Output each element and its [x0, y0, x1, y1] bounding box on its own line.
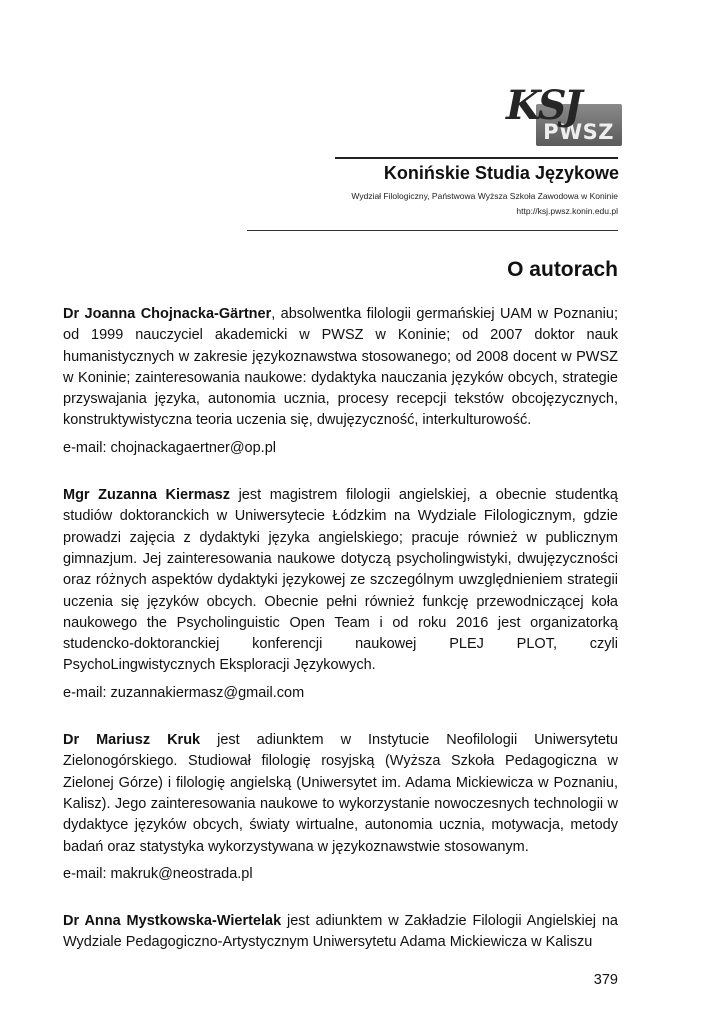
- bio-description: jest adiunktem w Zakładzie Filologii Angielskiej na Wydziale Pedagogiczno-Artystycznym Uniwersytetu Adama Mickiewicza w Kaliszu: [63, 913, 618, 951]
- spacer: [63, 885, 618, 911]
- section-title: O autorach: [507, 258, 618, 281]
- bio-text: [63, 911, 618, 954]
- author-bio: [63, 911, 618, 954]
- author-name: Mgr Zuzanna Kiermasz: [63, 487, 230, 504]
- bio-text: [63, 485, 618, 677]
- spacer: [63, 704, 618, 730]
- bio-text: [63, 730, 618, 858]
- journal-url[interactable]: http://ksj.pwsz.konin.edu.pl: [516, 206, 618, 216]
- author-name: Dr Joanna Chojnacka-Gärtner: [63, 306, 272, 322]
- author-bio: [63, 730, 618, 885]
- author-bios: [63, 304, 618, 954]
- author-email[interactable]: e-mail: makruk@neostrada.pl: [63, 865, 253, 882]
- journal-logo: [506, 84, 621, 146]
- author-bio: [63, 304, 618, 459]
- journal-title: Konińskie Studia Językowe: [383, 163, 619, 183]
- spacer: [63, 459, 618, 485]
- author-email[interactable]: e-mail: chojnackagaertner@op.pl: [63, 439, 276, 456]
- author-name: Dr Mariusz Kruk: [63, 732, 201, 749]
- logo-text: KSJ: [506, 82, 580, 129]
- author-email[interactable]: e-mail: zuzannakiermasz@gmail.com: [63, 684, 305, 701]
- author-bio: [63, 485, 618, 704]
- header-rule-bottom: [247, 230, 618, 231]
- header-rule-top: [335, 157, 618, 159]
- journal-subtitle: Wydział Filologiczny, Państwowa Wyższa Szkoła Zawodowa w Koninie: [351, 191, 618, 201]
- page-number: 379: [593, 972, 618, 988]
- bio-description: jest adiunktem w Instytucie Neofilologii Uniwersytetu Zielonogórskiego. Studiował filologię rosyjską (Wyższa Szkoła Pedagogiczna w Zielonej Górze) i filologię angielską (Uniwersytet im. Adama Mickiewicza w Poznaniu, Kalisz). Jego zainteresowania naukowe to wykorzystanie nowoczesnych technologii w dydaktyce języków obcych, światy wirtualne, autonomia ucznia, motywacja, metody badań oraz statystyka wykorzystywana w językoznawstwie stosowanym.: [63, 732, 618, 855]
- logo-badge-text: PWSZ: [543, 120, 614, 144]
- bio-text: [63, 304, 618, 432]
- bio-description: , absolwentka filologii germańskiej UAM w Poznaniu; od 1999 nauczyciel akademicki w PWSZ w Koninie; od 2007 doktor nauk humanistycznych w zakresie językoznawstwa stosowanego; od 2008 docent w PWSZ w Koninie; zainteresowania naukowe: dydaktyka nauczania języków obcych, strategie przyswajania języka, autonomia ucznia, procesy recepcji tekstów obcojęzycznych, konstruktywistyczna teoria uczenia się, dwujęzyczność, interkulturowość.: [63, 306, 618, 429]
- bio-description: jest magistrem filologii angielskiej, a obecnie studentką studiów doktoranckich w Uniwersytecie Łódzkim na Wydziale Filologicznym, gdzie prowadzi zajęcia z dydaktyki języka angielskiego; pracuje również w publicznym gimnazjum. Jej zainteresowania naukowe dotyczą psycholingwistyki, dwujęzyczności oraz różnych aspektów dydaktyki językowej ze szczególnym uwzględnieniem strategii uczenia się języków obcych. Obecnie pełni również funkcję przewodniczącej koła naukowego the Psycholinguistic Open Team i od roku 2016 jest organizatorką studencko-doktoranckiej konferencji naukowej PLEJ PLOT, czyli PsychoLingwistycznych Eksploracji Językowych.: [63, 487, 618, 674]
- author-name: Dr Anna Mystkowska-Wiertelak: [63, 913, 282, 930]
